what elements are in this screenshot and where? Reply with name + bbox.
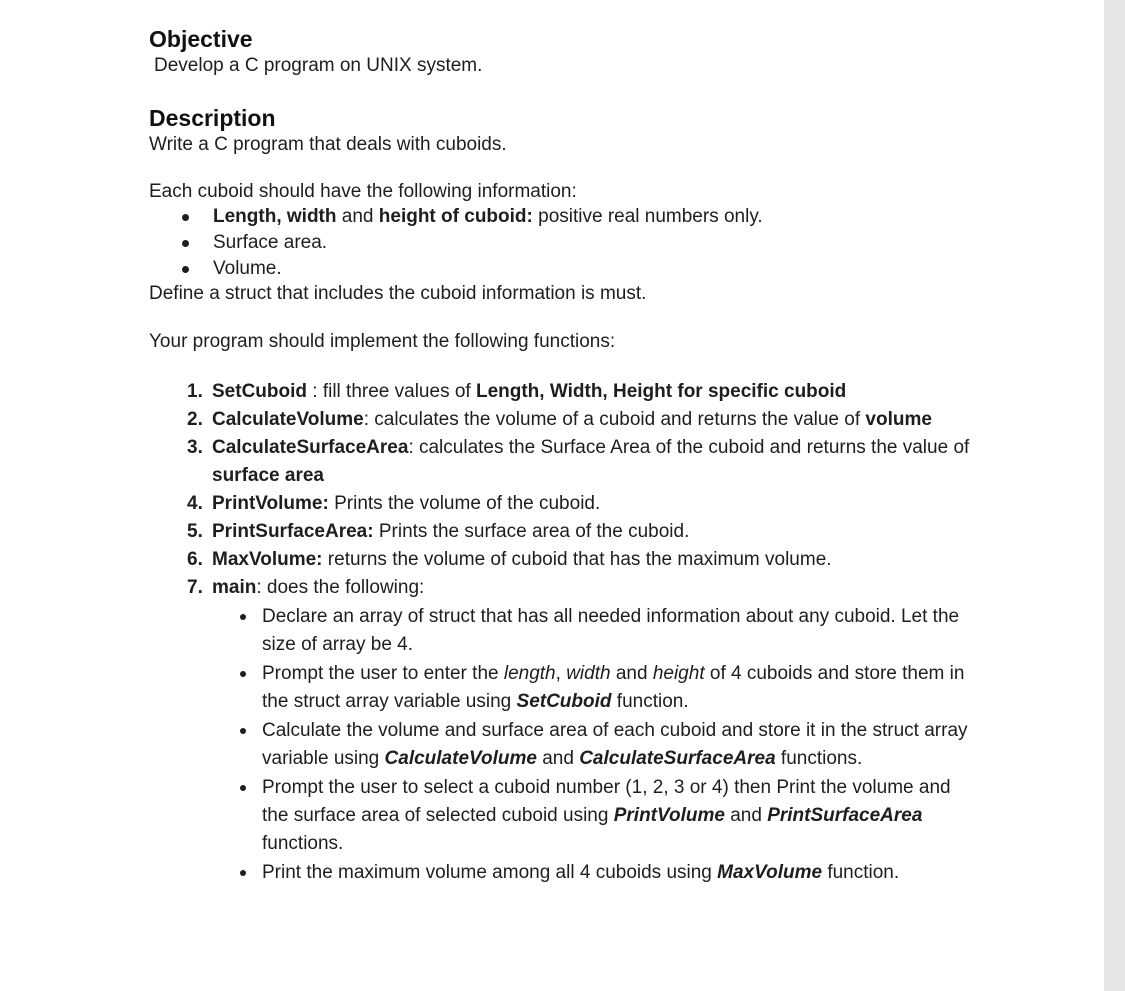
- main-steps-list: [212, 603, 1032, 887]
- list-item: Surface area.: [149, 230, 1089, 256]
- info-bold-text: Length,: [213, 206, 282, 227]
- function-name: CalculateVolume: [212, 409, 364, 430]
- bullet-icon: [240, 870, 246, 876]
- document-content: [149, 24, 1089, 887]
- list-item: 3. CalculateSurfaceArea: calculates the Surface Area of the cuboid and returns the value of surface area: [149, 434, 1032, 490]
- item-number: 4.: [187, 493, 203, 514]
- functions-list: [149, 378, 1089, 887]
- list-item: Calculate the volume and surface area of each cuboid and store it in the struct array variable using CalculateVolume and CalculateSurfaceArea functions.: [212, 717, 982, 773]
- list-item: Print the maximum volume among all 4 cuboids using MaxVolume function.: [212, 859, 982, 887]
- item-number: 7.: [187, 577, 203, 598]
- function-name: MaxVolume:: [212, 549, 323, 570]
- list-item: Volume.: [149, 256, 1089, 282]
- bullet-icon: [182, 214, 189, 221]
- cuboid-info-list: [149, 204, 1089, 282]
- item-number: 3.: [187, 437, 203, 458]
- bullet-icon: [240, 614, 246, 620]
- function-name: PrintSurfaceArea:: [212, 521, 374, 542]
- list-item: 6. MaxVolume: returns the volume of cuboid that has the maximum volume.: [149, 546, 1032, 574]
- function-ref: MaxVolume: [717, 862, 823, 883]
- struct-requirement: Define a struct that includes the cuboid information is must.: [149, 283, 647, 304]
- item-number: 5.: [187, 521, 203, 542]
- bullet-icon: [240, 728, 246, 734]
- item-number: 2.: [187, 409, 203, 430]
- bullet-icon: [182, 266, 189, 273]
- function-ref: CalculateSurfaceArea: [579, 748, 776, 769]
- function-ref: PrintVolume: [613, 805, 725, 826]
- bullet-icon: [240, 785, 246, 791]
- list-item: Declare an array of struct that has all needed information about any cuboid. Let the size of array be 4.: [212, 603, 982, 659]
- bullet-icon: [182, 240, 189, 247]
- list-item: Prompt the user to select a cuboid number (1, 2, 3 or 4) then Print the volume and the surface area of selected cuboid using PrintVolume and PrintSurfaceArea functions.: [212, 774, 982, 858]
- objective-heading: Objective: [149, 26, 253, 52]
- list-item: 7. main: does the following: Declare an array of struct that has all needed information about any cuboid. Let the size of array be 4. Prompt the user to enter the length, width and height of 4 cuboids and store them in the struct array variable using SetCuboid function. Calculate the volume and surface area of each cuboid and store it in the struct array variable using CalculateVolume and CalculateSurfaceArea functions. Prompt the user to select a cuboid number (1, 2, 3 or 4) then Print the volume and the surface area of selected cuboid using PrintVolume and PrintSurfaceArea functions. Print the maximum volume among all 4 cuboids using MaxVolume function.: [149, 574, 1032, 887]
- function-name: CalculateSurfaceArea: [212, 437, 409, 458]
- list-item: Prompt the user to enter the length, width and height of 4 cuboids and store them in the struct array variable using SetCuboid function.: [212, 660, 982, 716]
- bullet-icon: [240, 671, 246, 677]
- function-ref: PrintSurfaceArea: [767, 805, 923, 826]
- function-ref: SetCuboid: [516, 691, 612, 712]
- list-item: Length, width and height of cuboid: positive real numbers only.: [149, 204, 1089, 230]
- function-name: PrintVolume:: [212, 493, 329, 514]
- info-bold-text: height of cuboid:: [378, 206, 533, 227]
- function-name: SetCuboid: [212, 381, 307, 402]
- cuboid-info-intro: Each cuboid should have the following information:: [149, 181, 577, 202]
- item-number: 6.: [187, 549, 203, 570]
- list-item: 2. CalculateVolume: calculates the volume of a cuboid and returns the value of volume: [149, 406, 1032, 434]
- list-item: 5. PrintSurfaceArea: Prints the surface area of the cuboid.: [149, 518, 1032, 546]
- objective-text: Develop a C program on UNIX system.: [154, 55, 483, 76]
- description-heading: Description: [149, 105, 276, 131]
- function-name: main: [212, 577, 257, 598]
- list-item: 1. SetCuboid : fill three values of Length, Width, Height for specific cuboid: [149, 378, 1032, 406]
- function-ref: CalculateVolume: [384, 748, 537, 769]
- description-intro: Write a C program that deals with cuboids.: [149, 134, 507, 155]
- functions-intro: Your program should implement the following functions:: [149, 331, 616, 352]
- item-number: 1.: [187, 381, 203, 402]
- list-item: 4. PrintVolume: Prints the volume of the cuboid.: [149, 490, 1032, 518]
- info-bold-text: width: [286, 206, 337, 227]
